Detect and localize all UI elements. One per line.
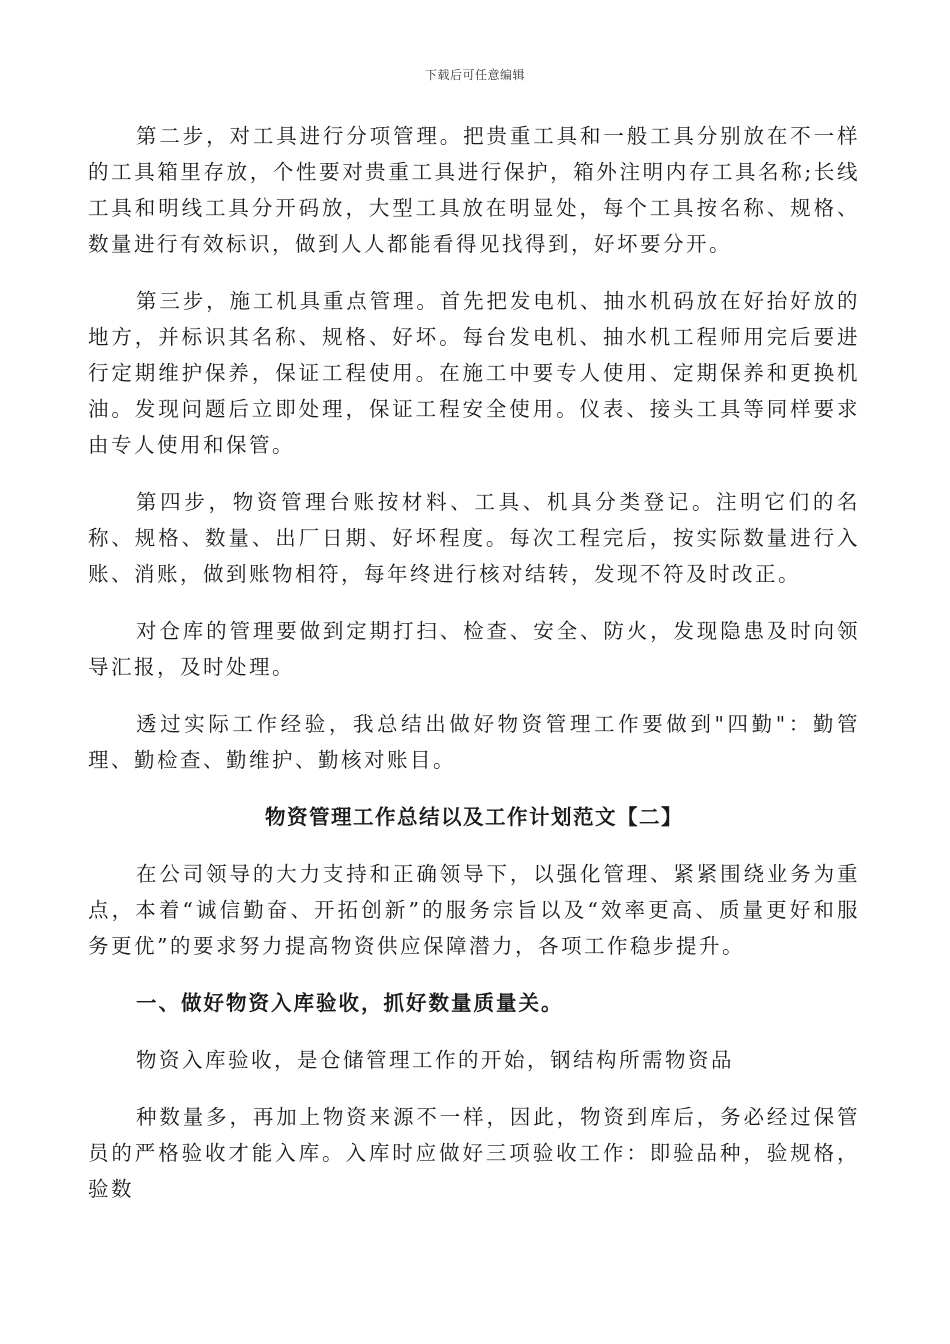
paragraph-inbound-2: 种数量多，再加上物资来源不一样，因此，物资到库后，务必经过保管员的严格验收才能入库。入库时应做好三项验收工作：即验品种，验规格，验数 <box>88 1105 860 1201</box>
page-header: 下载后可任意编辑 <box>424 68 525 82</box>
paragraph-intro: 在公司领导的大力支持和正确领导下，以强化管理、紧紧围绕业务为重点，本着“诚信勤奋、开拓创新”的服务宗旨以及“效率更高、质量更好和服务更优”的要求努力提高物资供应保障潜力，各项工作稳步提升。 <box>88 862 860 958</box>
paragraph-warehouse: 对仓库的管理要做到定期打扫、检查、安全、防火，发现隐患及时向领导汇报，及时处理。 <box>88 619 860 679</box>
paragraph-inbound-1: 物资入库验收，是仓储管理工作的开始，钢结构所需物资品 <box>136 1048 734 1072</box>
paragraph-four-diligences: 透过实际工作经验，我总结出做好物资管理工作要做到"四勤"：勤管理、勤检查、勤维护、勤核对账目。 <box>88 712 860 772</box>
section-title: 物资管理工作总结以及工作计划范文【二】 <box>265 805 683 829</box>
paragraph-step-four: 第四步，物资管理台账按材料、工具、机具分类登记。注明它们的名称、规格、数量、出厂日期、好坏程度。每次工程完后，按实际数量进行入账、消账，做到账物相符，每年终进行核对结转，发现不符及时改正。 <box>88 490 860 586</box>
subheading-inbound-inspection: 一、做好物资入库验收，抓好数量质量关。 <box>136 991 564 1015</box>
document-body <box>88 118 860 1228</box>
paragraph-step-two: 第二步，对工具进行分项管理。把贵重工具和一般工具分别放在不一样的工具箱里存放，个性要对贵重工具进行保护，箱外注明内存工具名称;长线工具和明线工具分开码放，大型工具放在明显处，每个工具按名称、规格、数量进行有效标识，做到人人都能看得见找得到，好坏要分开。 <box>88 124 860 256</box>
paragraph-step-three: 第三步，施工机具重点管理。首先把发电机、抽水机码放在好抬好放的地方，并标识其名称、规格、好坏。每台发电机、抽水机工程师用完后要进行定期维护保养，保证工程使用。在施工中要专人使用、定期保养和更换机油。发现问题后立即处理，保证工程安全使用。仪表、接头工具等同样要求由专人使用和保管。 <box>88 289 860 457</box>
